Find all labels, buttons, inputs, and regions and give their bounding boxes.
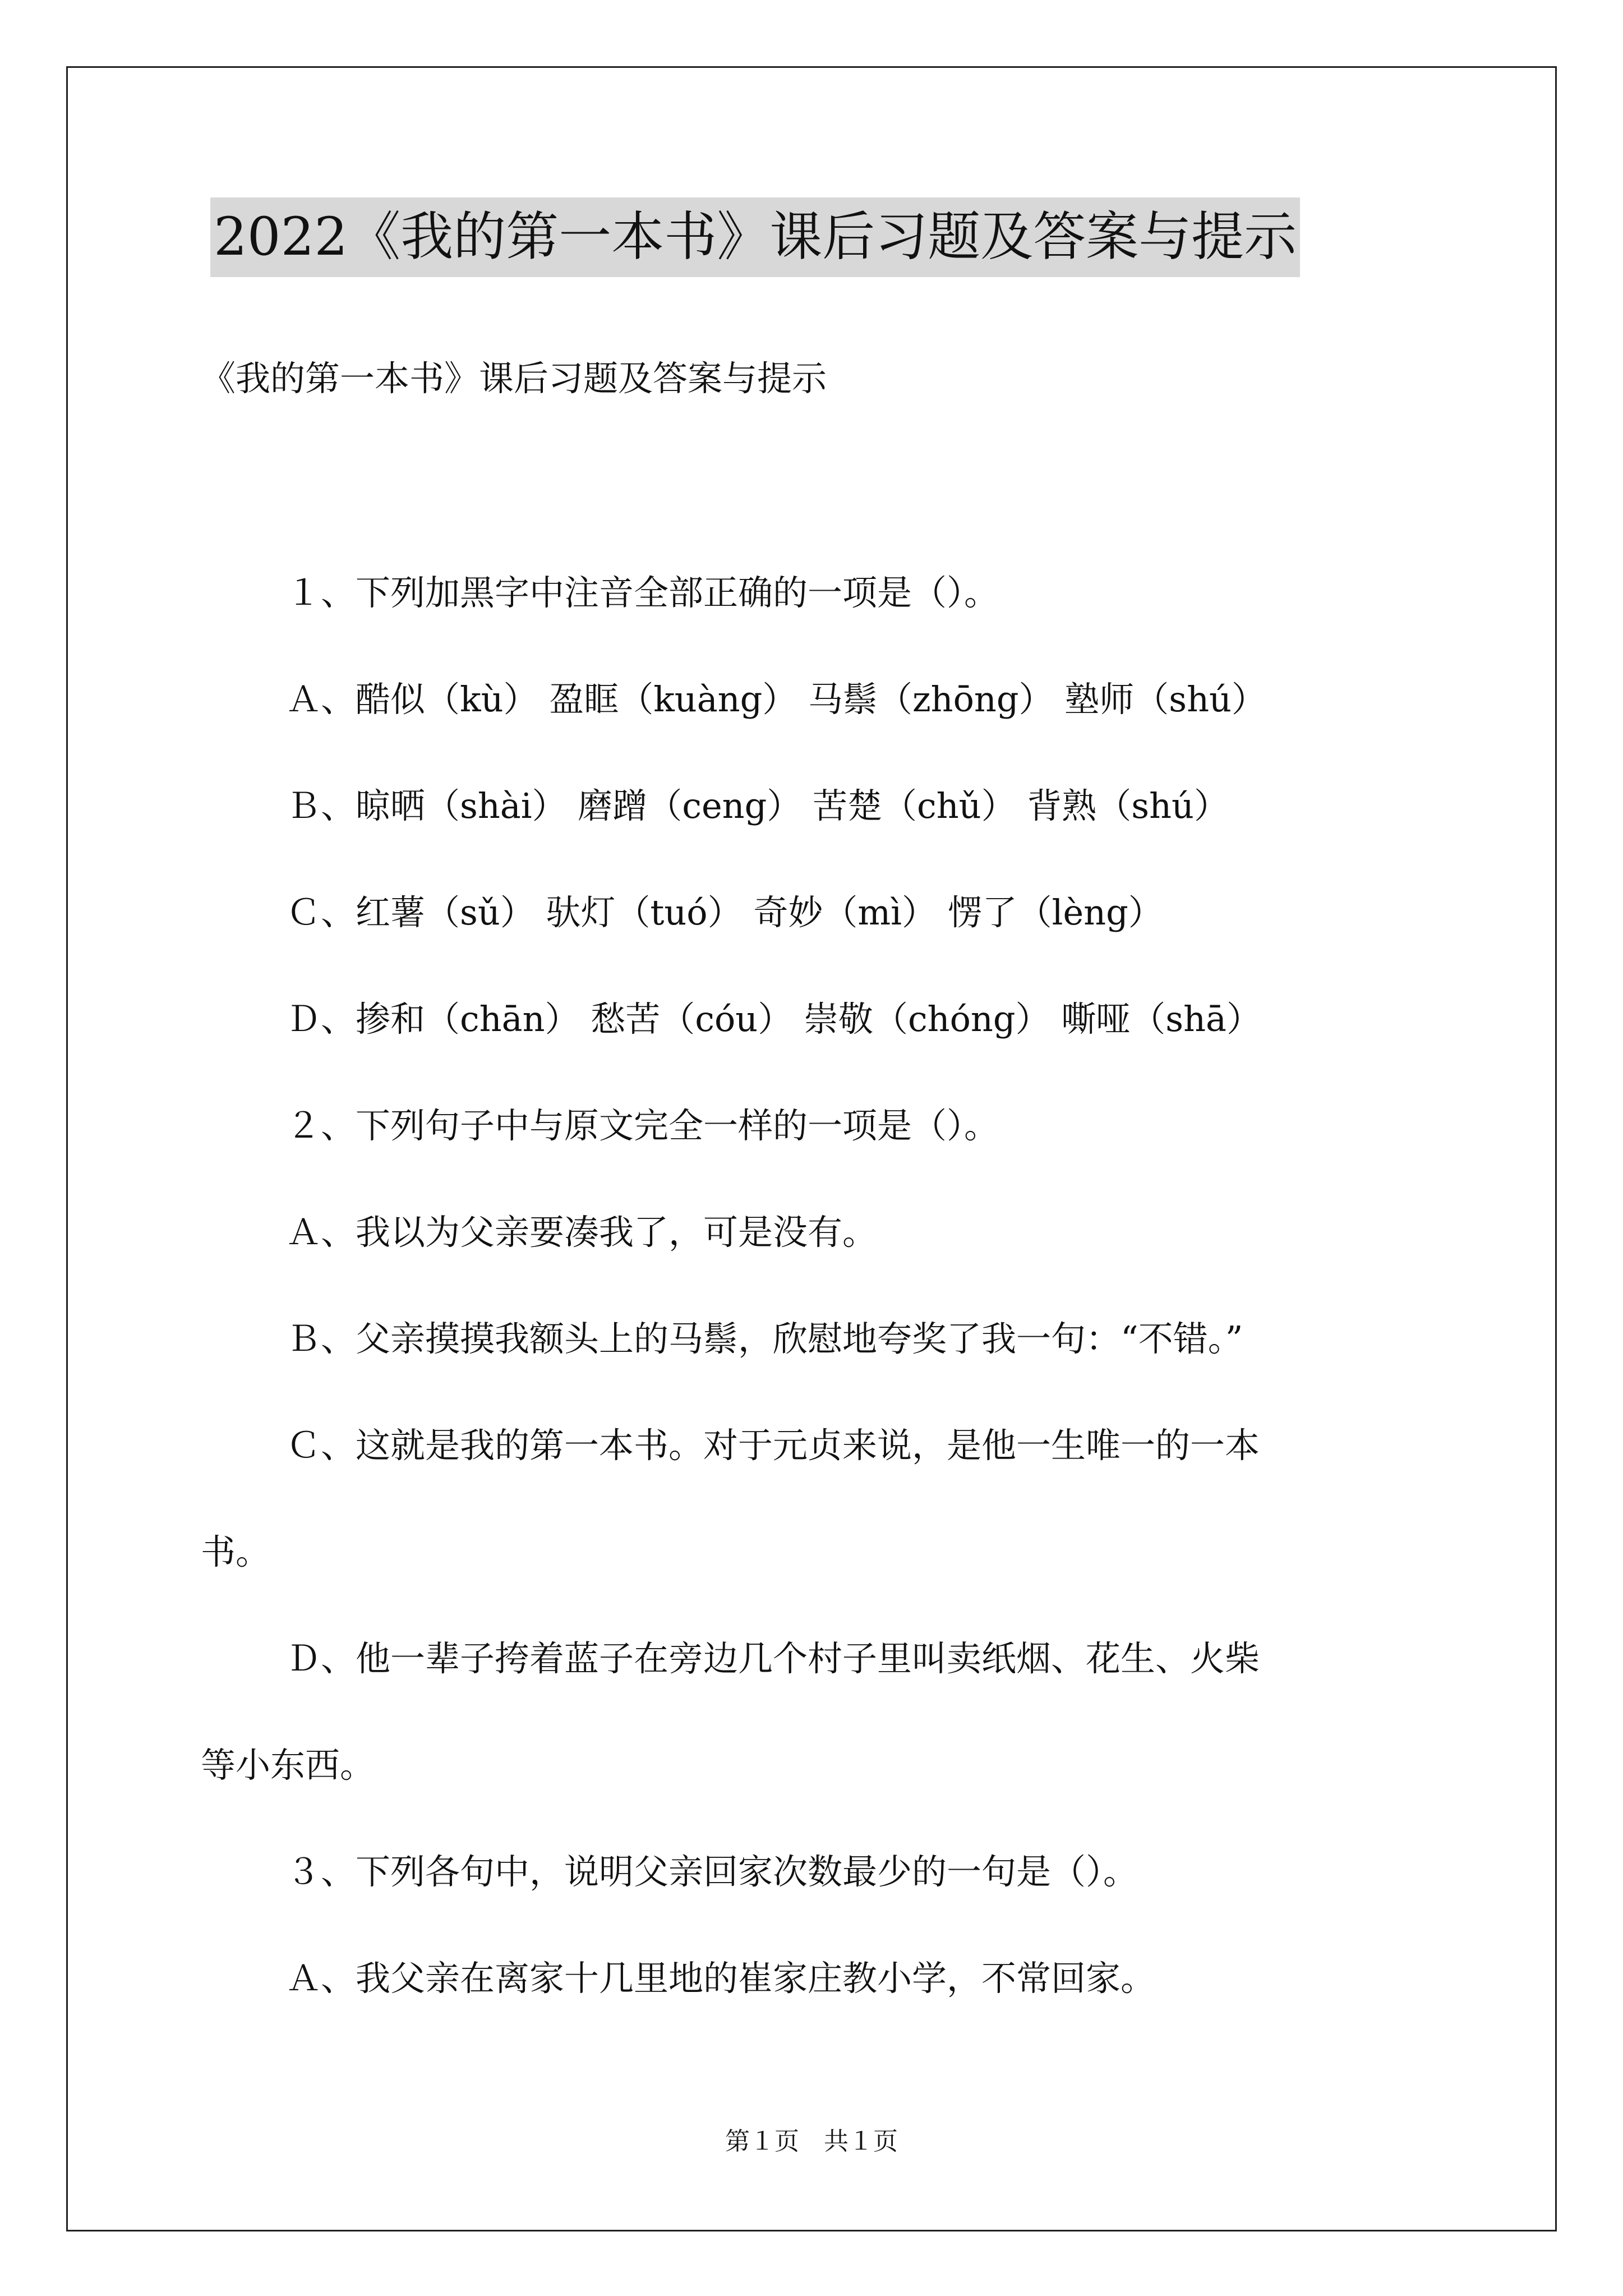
text-line: Ａ、我以为父亲要凑我了，可是没有。 [286,1212,878,1253]
page-footer: 第１页 共１页 [725,2127,898,2156]
document-title: 2022《我的第一本书》课后习题及答案与提示 [210,197,1300,277]
text-line: ２、下列句子中与原文完全一样的一项是（）。 [286,1105,999,1146]
text-line: １、下列加黑字中注音全部正确的一项是（）。 [286,572,999,613]
text-line: 书。 [201,1531,271,1572]
text-line: Ｃ、这就是我的第一本书。对于元贞来说，是他一生唯一的一本 [286,1425,1260,1466]
text-line: Ｄ、掺和（chān） 愁苦（cóu） 崇敬（chóng） 嘶哑（shā） [286,999,1261,1039]
text-line: ３、下列各句中，说明父亲回家次数最少的一句是（）。 [286,1851,1138,1892]
text-line: 等小东西。 [201,1745,375,1786]
text-line: Ａ、酷似（kù） 盈眶（kuàng） 马鬃（zhōng） 塾师（shú） [286,679,1266,720]
document-subtitle: 《我的第一本书》课后习题及答案与提示 [201,358,827,399]
text-line: Ｂ、晾晒（shài） 磨蹭（ceng） 苦楚（chǔ） 背熟（shú） [286,785,1229,826]
text-line: Ｄ、他一辈子挎着蓝子在旁边几个村子里叫卖纸烟、花生、火柴 [286,1638,1260,1679]
text-line: Ａ、我父亲在离家十几里地的崔家庄教小学，不常回家。 [286,1958,1156,1999]
text-line: Ｃ、红薯（sǔ） 驮灯（tuó） 奇妙（mì） 愣了（lèng） [286,892,1163,933]
text-line: Ｂ、父亲摸摸我额头上的马鬃，欣慰地夸奖了我一句：“不错。” [286,1318,1243,1359]
